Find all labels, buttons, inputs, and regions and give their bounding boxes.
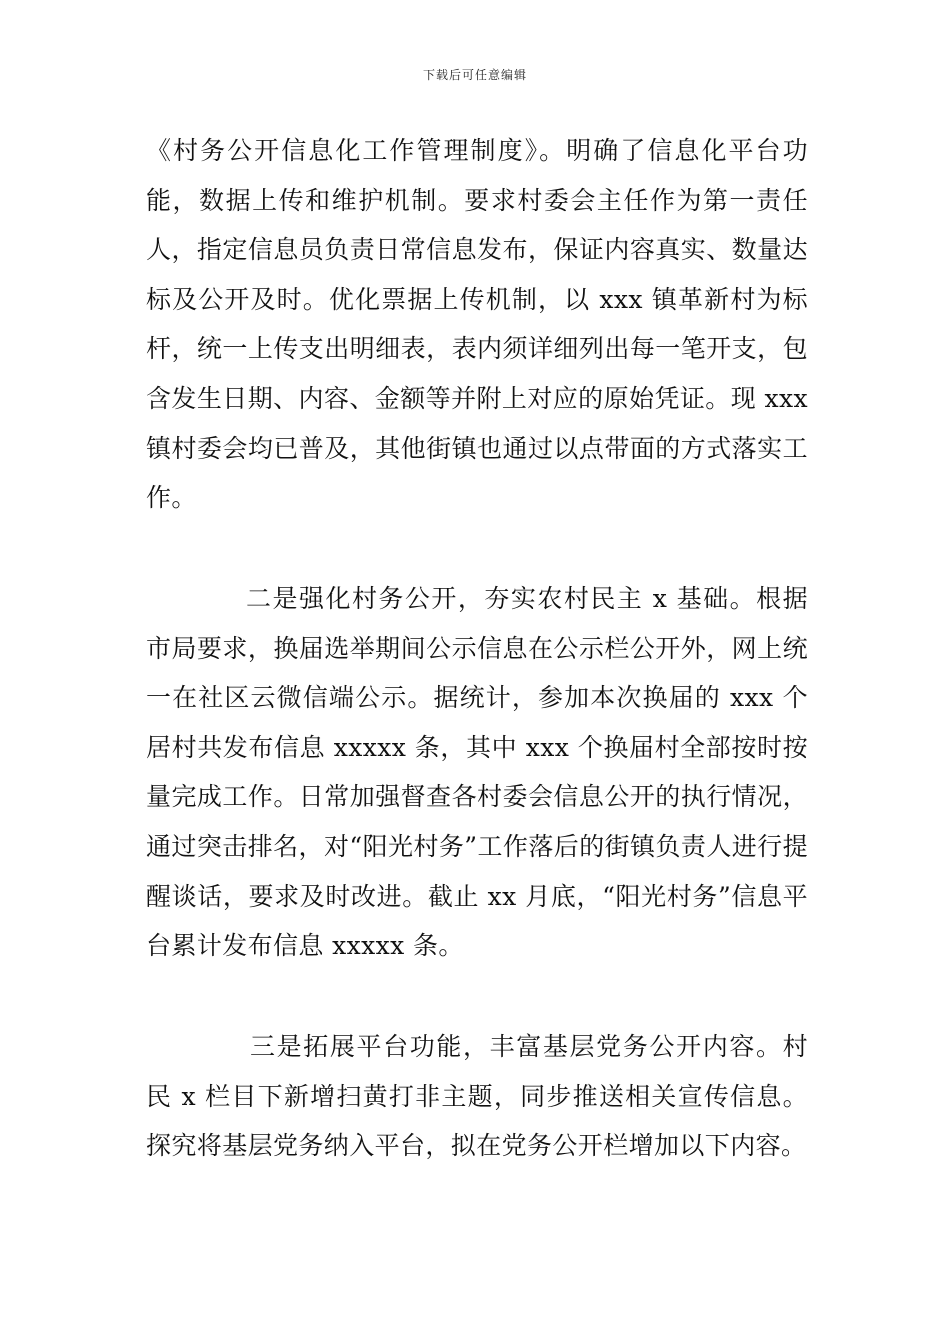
paragraph-1: 《村务公开信息化工作管理制度》。明确了信息化平台功能，数据上传和维护机制。要求村委会主任作为第一责任人，指定信息员负责日常信息发布，保证内容真实、数量达标及公开及时。优化票据上传机制，以 xxx 镇革新村为标杆，统一上传支出明细表，表内须详细列出每一笔开支，包含发生日期、内容、金额等并附上对应的原始凭证。现 xxx 镇村委会均已普及，其他街镇也通过以点带面的方式落实工作。 [146, 136, 808, 513]
paragraph-3: 三是拓展平台功能，丰富基层党务公开内容。村民 x 栏目下新增扫黄打非主题，同步推送相关宣传信息。探究将基层党务纳入平台，拟在党务公开栏增加以下内容。 [146, 1032, 808, 1161]
paragraph-2: 二是强化村务公开，夯实农村民主 x 基础。根据市局要求，换届选举期间公示信息在公示栏公开外，网上统一在社区云微信端公示。据统计，参加本次换届的 xxx 个居村共发布信息 xxxxx 条，其中 xxx 个换届村全部按时按量完成工作。日常加强督查各村委会信息公开的执行情况，通过突击排名，对“阳光村务”工作落后的街镇负责人进行提醒谈话，要求及时改进。截止 xx 月底，“阳光村务”信息平台累计发布信息 xxxxx 条。 [146, 584, 808, 961]
header-note: 下载后可任意编辑 [422, 68, 527, 82]
